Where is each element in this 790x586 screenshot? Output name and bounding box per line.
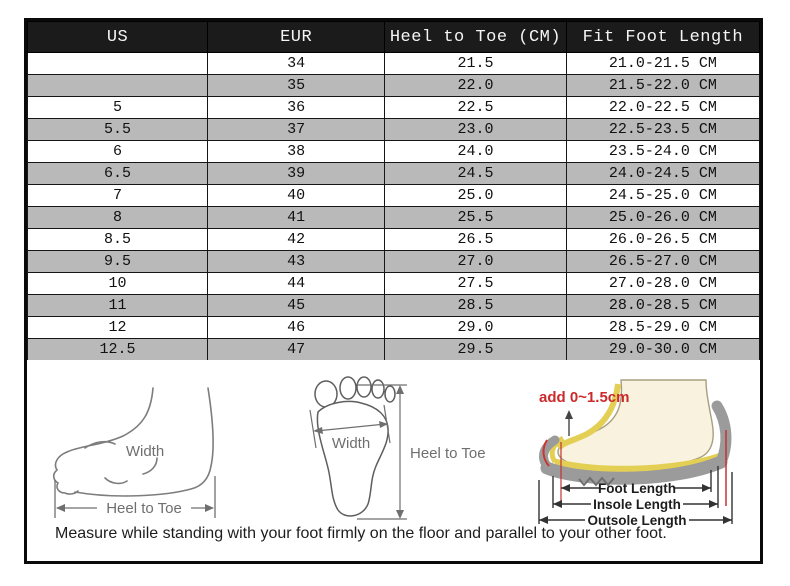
table-cell: 22.5 xyxy=(385,97,567,119)
table-cell xyxy=(28,53,208,75)
table-cell xyxy=(28,75,208,97)
table-cell: 28.5-29.0 CM xyxy=(566,317,759,339)
table-cell: 6.5 xyxy=(28,163,208,185)
table-cell: 25.0-26.0 CM xyxy=(566,207,759,229)
table-cell: 5 xyxy=(28,97,208,119)
table-cell: 25.0 xyxy=(385,185,567,207)
table-cell: 26.5-27.0 CM xyxy=(566,251,759,273)
arrow-up-icon xyxy=(565,410,573,419)
table-cell: 28.5 xyxy=(385,295,567,317)
table-cell: 9.5 xyxy=(28,251,208,273)
table-row xyxy=(28,229,760,251)
arrow-up-icon xyxy=(396,385,404,394)
table-row xyxy=(28,185,760,207)
table-cell: 24.5 xyxy=(385,163,567,185)
table-cell: 40 xyxy=(208,185,385,207)
column-header: US xyxy=(28,22,208,53)
table-cell: 42 xyxy=(208,229,385,251)
table-cell: 6 xyxy=(28,141,208,163)
column-header: Fit Foot Length xyxy=(566,22,759,53)
table-cell: 26.0-26.5 CM xyxy=(566,229,759,251)
table-cell: 22.5-23.5 CM xyxy=(566,119,759,141)
table-cell: 25.5 xyxy=(385,207,567,229)
column-header: Heel to Toe (CM) xyxy=(385,22,567,53)
table-cell: 24.5-25.0 CM xyxy=(566,185,759,207)
table-cell: 41 xyxy=(208,207,385,229)
table-cell: 22.0-22.5 CM xyxy=(566,97,759,119)
size-chart-panel xyxy=(24,18,763,564)
foot-side-sketch xyxy=(54,388,213,496)
table-cell: 23.0 xyxy=(385,119,567,141)
footprint-heel-to-toe-label: Heel to Toe xyxy=(410,445,486,462)
outsole-length-label: Outsole Length xyxy=(587,513,687,528)
table-row xyxy=(28,75,760,97)
table-row xyxy=(28,97,760,119)
table-cell: 34 xyxy=(208,53,385,75)
table-cell: 21.5 xyxy=(385,53,567,75)
table-cell: 21.0-21.5 CM xyxy=(566,53,759,75)
size-table-body xyxy=(28,53,760,361)
table-row xyxy=(28,295,760,317)
table-cell: 28.0-28.5 CM xyxy=(566,295,759,317)
table-row xyxy=(28,317,760,339)
table-cell: 21.5-22.0 CM xyxy=(566,75,759,97)
size-table xyxy=(27,21,760,361)
table-cell: 10 xyxy=(28,273,208,295)
table-row xyxy=(28,251,760,273)
table-cell: 44 xyxy=(208,273,385,295)
header-row xyxy=(28,22,760,53)
measure-instruction-text: Measure while standing with your foot firmly on the floor and parallel to your other foot. xyxy=(55,525,667,542)
table-cell: 39 xyxy=(208,163,385,185)
table-row xyxy=(28,273,760,295)
add-allowance-label: add 0~1.5cm xyxy=(539,389,630,406)
table-row xyxy=(28,53,760,75)
footprint-diagram xyxy=(295,378,505,528)
table-cell: 47 xyxy=(208,339,385,361)
table-cell: 35 xyxy=(208,75,385,97)
measurement-diagrams xyxy=(27,360,760,561)
table-cell: 29.0 xyxy=(385,317,567,339)
table-cell: 45 xyxy=(208,295,385,317)
side-foot-diagram xyxy=(45,386,250,536)
table-cell: 24.0-24.5 CM xyxy=(566,163,759,185)
table-cell: 46 xyxy=(208,317,385,339)
table-row xyxy=(28,119,760,141)
side-foot-width-label: Width xyxy=(125,443,165,460)
side-foot-heel-to-toe-label: Heel to Toe xyxy=(106,500,182,517)
table-cell: 24.0 xyxy=(385,141,567,163)
arrow-left-icon xyxy=(56,504,65,512)
table-cell: 29.0-30.0 CM xyxy=(566,339,759,361)
table-cell: 23.5-24.0 CM xyxy=(566,141,759,163)
table-cell: 36 xyxy=(208,97,385,119)
insole-length-label: Insole Length xyxy=(593,497,681,512)
shoe-diagram xyxy=(525,380,765,540)
table-cell: 12 xyxy=(28,317,208,339)
table-cell: 27.5 xyxy=(385,273,567,295)
table-row xyxy=(28,141,760,163)
table-row xyxy=(28,339,760,361)
table-cell: 29.5 xyxy=(385,339,567,361)
table-cell: 7 xyxy=(28,185,208,207)
table-cell: 22.0 xyxy=(385,75,567,97)
table-cell: 11 xyxy=(28,295,208,317)
table-cell: 37 xyxy=(208,119,385,141)
table-row xyxy=(28,207,760,229)
table-cell: 26.5 xyxy=(385,229,567,251)
arrow-right-icon xyxy=(205,504,214,512)
table-row xyxy=(28,163,760,185)
footprint-width-label: Width xyxy=(331,435,371,452)
table-cell: 27.0 xyxy=(385,251,567,273)
table-cell: 5.5 xyxy=(28,119,208,141)
table-cell: 38 xyxy=(208,141,385,163)
table-cell: 8.5 xyxy=(28,229,208,251)
foot-length-label: Foot Length xyxy=(598,481,676,496)
table-cell: 43 xyxy=(208,251,385,273)
table-cell: 27.0-28.0 CM xyxy=(566,273,759,295)
arrow-down-icon xyxy=(396,510,404,519)
table-cell: 8 xyxy=(28,207,208,229)
column-header: EUR xyxy=(208,22,385,53)
table-cell: 12.5 xyxy=(28,339,208,361)
